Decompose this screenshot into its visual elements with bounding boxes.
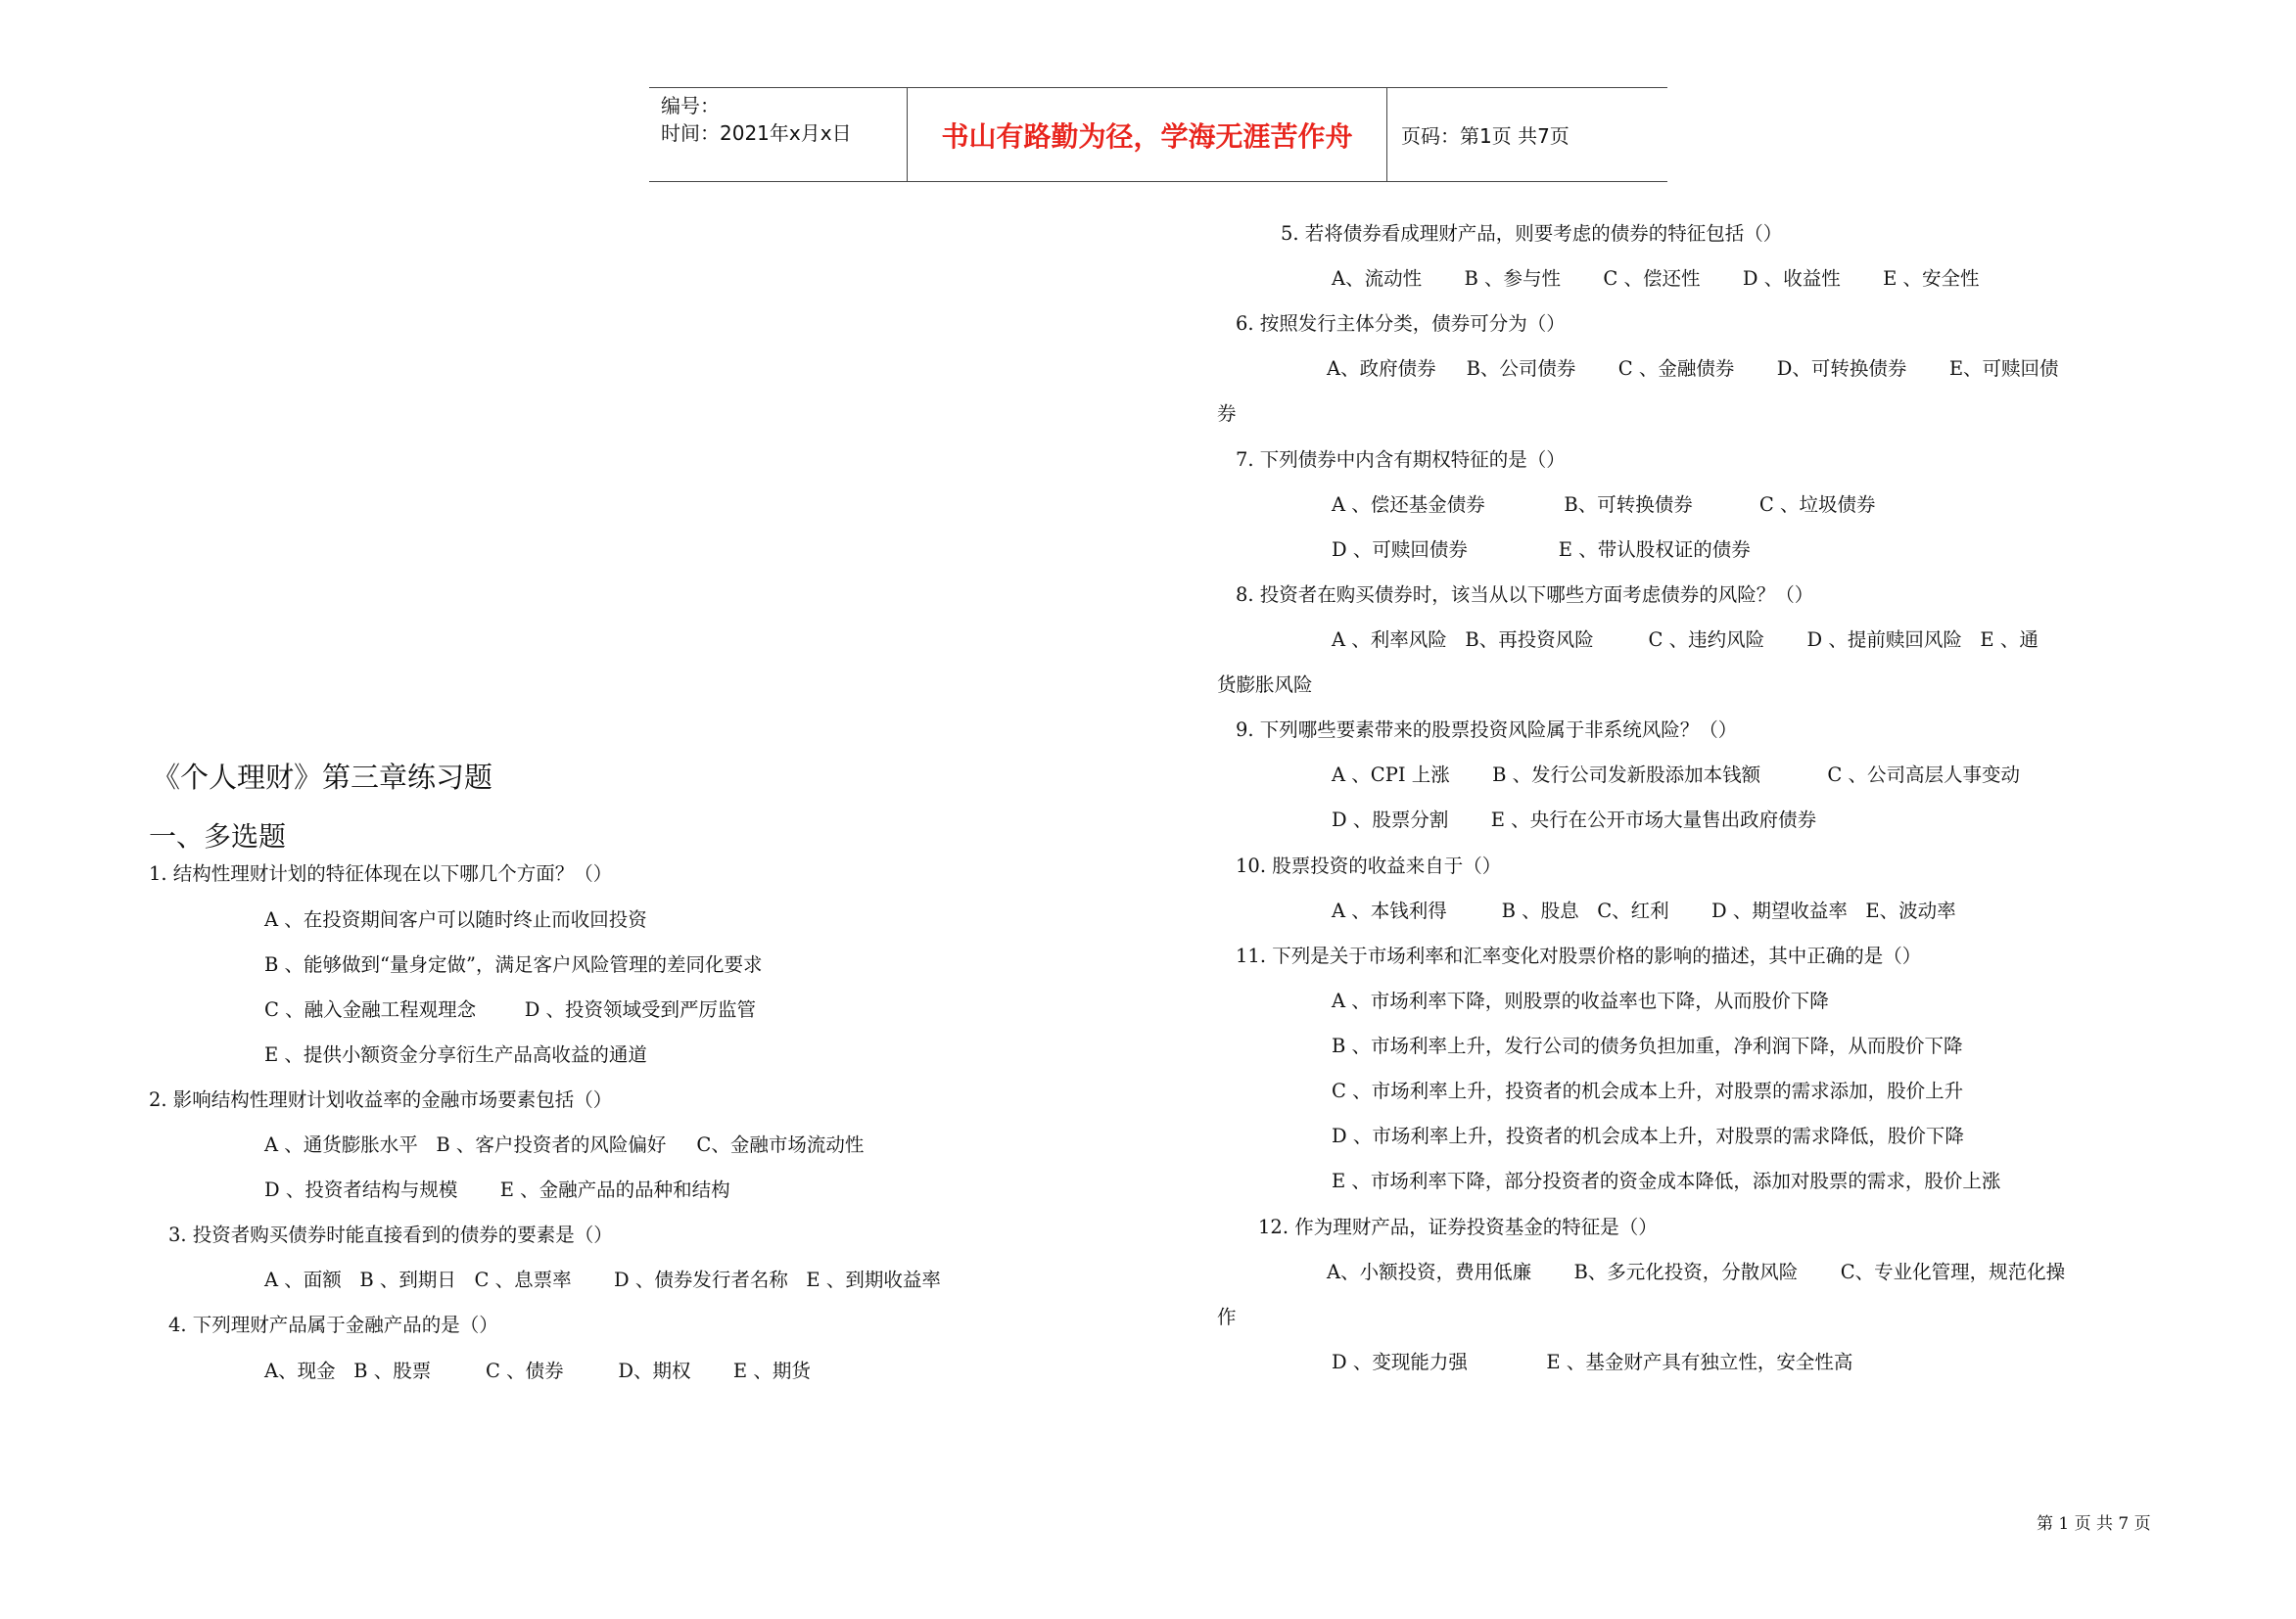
question-line: 7. 下列债券中内含有期权特征的是（） bbox=[1236, 448, 1566, 471]
question-line: 10. 股票投资的收益来自于（） bbox=[1236, 855, 1502, 877]
option-line: D 、可赎回债券 E 、带认股权证的债券 bbox=[1332, 538, 1751, 561]
header-table bbox=[649, 87, 1667, 182]
header-motto: 书山有路勤为径，学海无涯苦作舟 bbox=[908, 88, 1387, 181]
option-line: A、小额投资，费用低廉 B、多元化投资，分散风险 C、专业化管理，规范化操 bbox=[1327, 1261, 2066, 1283]
option-line: A 、CPI 上涨 B 、发行公司发新股添加本钱额 C 、公司高层人事变动 bbox=[1332, 763, 2020, 786]
option-line: A 、面额 B 、到期日 C 、息票率 D 、债券发行者名称 E 、到期收益率 bbox=[264, 1269, 941, 1291]
question-line: 5. 若将债券看成理财产品，则要考虑的债券的特征包括（） bbox=[1281, 222, 1783, 245]
question-line: 8. 投资者在购买债券时，该当从以下哪些方面考虑债券的风险？（） bbox=[1236, 583, 1814, 606]
question-line: 1. 结构性理财计划的特征体现在以下哪几个方面？（） bbox=[149, 862, 613, 885]
option-line: A 、市场利率下降，则股票的收益率也下降，从而股价下降 bbox=[1332, 990, 1829, 1012]
question-line: 9. 下列哪些要素带来的股票投资风险属于非系统风险？（） bbox=[1236, 718, 1738, 741]
question-line: 12. 作为理财产品，证券投资基金的特征是（） bbox=[1258, 1216, 1658, 1238]
option-line: A 、偿还基金债券 B、可转换债券 C 、垃圾债券 bbox=[1332, 493, 1876, 516]
option-line: 券 bbox=[1217, 402, 1237, 425]
question-line: 6. 按照发行主体分类，债券可分为（） bbox=[1236, 312, 1566, 335]
option-line: A、流动性 B 、参与性 C 、偿还性 D 、收益性 E 、安全性 bbox=[1332, 267, 1980, 290]
option-line: A 、本钱利得 B 、股息 C、红利 D 、期望收益率 E、波动率 bbox=[1332, 900, 1956, 922]
option-line: A、现金 B 、股票 C 、债券 D、期权 E 、期货 bbox=[264, 1360, 811, 1382]
number-label: 编号： bbox=[661, 94, 720, 117]
option-line: A 、在投资期间客户可以随时终止而收回投资 bbox=[264, 908, 647, 931]
option-line: C 、市场利率上升，投资者的机会成本上升，对股票的需求添加，股价上升 bbox=[1332, 1080, 1964, 1102]
option-line: E 、市场利率下降，部分投资者的资金成本降低，添加对股票的需求，股价上涨 bbox=[1332, 1170, 2001, 1192]
time-label: 时间：2021年x月x日 bbox=[661, 121, 852, 145]
header-page-label: 页码：第1页 共7页 bbox=[1401, 124, 1570, 148]
option-line: B 、能够做到“量身定做”，满足客户风险管理的差同化要求 bbox=[264, 953, 763, 976]
option-line: C 、融入金融工程观理念 D 、投资领域受到严厉监管 bbox=[264, 998, 757, 1021]
option-line: D 、投资者结构与规模 E 、金融产品的品种和结构 bbox=[264, 1179, 730, 1201]
question-line: 3. 投资者购买债券时能直接看到的债券的要素是（） bbox=[168, 1224, 613, 1246]
question-line: 2. 影响结构性理财计划收益率的金融市场要素包括（） bbox=[149, 1088, 613, 1111]
page-footer: 第 1 页 共 7 页 bbox=[2037, 1514, 2151, 1534]
option-line: A 、利率风险 B、再投资风险 C 、违约风险 D 、提前赎回风险 E 、通 bbox=[1332, 628, 2038, 651]
option-line: E 、提供小额资金分享衍生产品高收益的通道 bbox=[264, 1043, 647, 1066]
option-line: A 、通货膨胀水平 B 、客户投资者的风险偏好 C、金融市场流动性 bbox=[264, 1133, 865, 1156]
option-line: 货膨胀风险 bbox=[1217, 673, 1313, 696]
section-title: 一、多选题 bbox=[149, 820, 287, 853]
option-line: A、政府债券 B、公司债券 C 、金融债券 D、可转换债券 E、可赎回债 bbox=[1327, 357, 2059, 380]
option-line: B 、市场利率上升，发行公司的债务负担加重，净利润下降，从而股价下降 bbox=[1332, 1035, 1963, 1057]
option-line: D 、市场利率上升，投资者的机会成本上升，对股票的需求降低，股价下降 bbox=[1332, 1125, 1964, 1147]
option-line: 作 bbox=[1217, 1306, 1237, 1328]
question-line: 4. 下列理财产品属于金融产品的是（） bbox=[168, 1314, 498, 1336]
header-meta-cell bbox=[649, 88, 908, 181]
option-line: D 、变现能力强 E 、基金财产具有独立性，安全性高 bbox=[1332, 1351, 1853, 1373]
question-line: 11. 下列是关于市场利率和汇率变化对股票价格的影响的描述，其中正确的是（） bbox=[1236, 945, 1922, 967]
option-line: D 、股票分割 E 、央行在公开市场大量售出政府债券 bbox=[1332, 809, 1817, 831]
document-title: 《个人理财》第三章练习题 bbox=[152, 761, 493, 794]
